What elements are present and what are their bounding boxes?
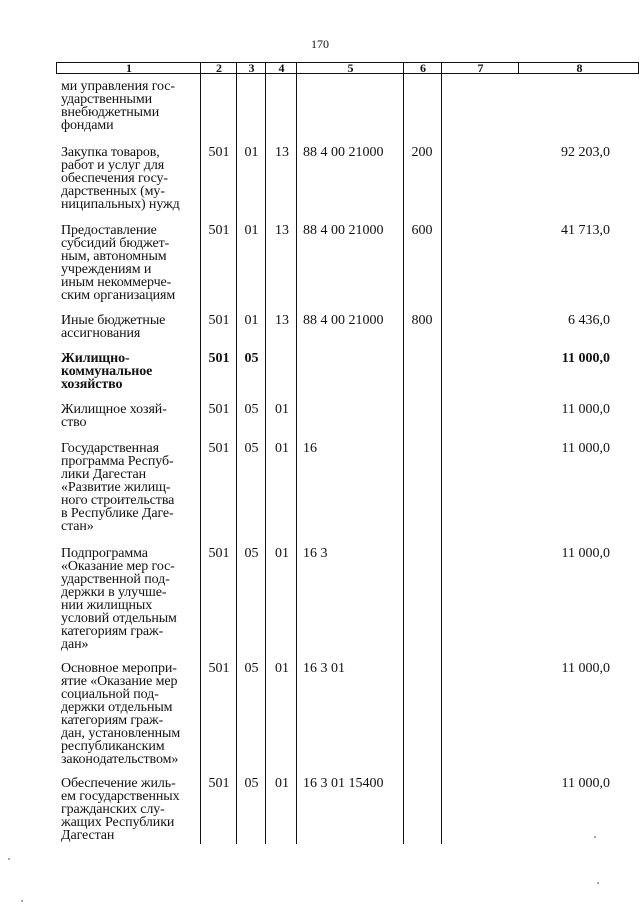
row-name-line: ство (61, 415, 87, 430)
cell-c5: 88 4 00 21000 (303, 223, 384, 238)
column-rule (441, 74, 442, 844)
cell-c8: 41 713,0 (561, 223, 610, 238)
row-name (61, 662, 199, 766)
row-name-line: дан, установленным (61, 726, 181, 741)
cell-c5: 88 4 00 21000 (303, 145, 384, 160)
cell-c8: 11 000,0 (561, 402, 610, 417)
column-header-8: 8 (576, 61, 583, 75)
cell-c8: 6 436,0 (568, 313, 610, 328)
row-name-line: ного строительства (61, 493, 175, 508)
row-name (61, 547, 199, 651)
row-name-line: работ и услуг для (61, 158, 165, 173)
row-name-line: ми управления гос- (61, 79, 175, 94)
cell-c4: 13 (275, 223, 289, 238)
row-name-line: законодательством» (61, 752, 179, 767)
cell-c5: 16 3 01 15400 (303, 776, 384, 791)
row-name-line: держки отдельным (61, 700, 173, 715)
column-header-4: 4 (278, 61, 285, 75)
row-name-line: коммунальное (61, 364, 153, 379)
cell-c5: 88 4 00 21000 (303, 313, 384, 328)
cell-c3: 05 (244, 661, 259, 676)
row-name-line: Дагестан (61, 828, 115, 843)
row-name-line: ным, автономным (61, 249, 167, 264)
cell-c2: 501 (208, 402, 230, 417)
column-rule (403, 74, 404, 844)
row-name-line: внебюджетными (61, 105, 160, 120)
cell-c8: 11 000,0 (561, 441, 610, 456)
scan-speck (597, 882, 599, 884)
cell-c2: 501 (208, 145, 230, 160)
header-divider (403, 63, 404, 73)
cell-c3: 05 (244, 402, 259, 417)
cell-c4: 01 (275, 402, 289, 417)
row-name-line: учреждениям и (61, 262, 152, 277)
row-name (61, 777, 199, 842)
column-header-6: 6 (420, 61, 426, 75)
cell-c6: 800 (411, 313, 433, 328)
cell-c3: 05 (244, 441, 259, 456)
column-rule (265, 74, 266, 844)
cell-c2: 501 (208, 313, 230, 328)
row-name-line: лики Дагестан (61, 467, 147, 482)
row-name-line: Жилищно- (61, 351, 130, 366)
row-name-line: Обеспечение жиль- (61, 776, 176, 791)
cell-c2: 501 (208, 776, 230, 791)
cell-c6: 200 (411, 145, 433, 160)
row-name-line: ским организациям (61, 288, 176, 303)
cell-c3: 05 (244, 776, 259, 791)
header-divider (265, 63, 266, 73)
cell-c4: 01 (275, 776, 289, 791)
row-name (61, 314, 199, 340)
cell-c2: 501 (208, 661, 230, 676)
cell-c8: 11 000,0 (561, 776, 610, 791)
row-name-line: республиканским (61, 739, 165, 754)
column-header-3: 3 (248, 61, 255, 75)
row-name-line: обеспечения госу- (61, 171, 168, 186)
row-name (61, 80, 199, 132)
row-name-line: программа Респуб- (61, 454, 174, 469)
column-header-5: 5 (347, 61, 354, 75)
column-rule (296, 74, 297, 844)
row-name (61, 224, 199, 302)
cell-c4: 13 (275, 313, 289, 328)
row-name-line: «Развитие жилищ- (61, 480, 171, 495)
cell-c5: 16 3 01 (303, 661, 345, 676)
row-name-line: условий отдельным (61, 611, 177, 626)
cell-c3: 05 (244, 546, 259, 561)
row-name (61, 403, 199, 429)
row-name-line: фондами (61, 118, 114, 133)
cell-c8: 11 000,0 (561, 546, 610, 561)
row-name-line: Закупка товаров, (61, 145, 160, 160)
row-name-line: дарственных (му- (61, 184, 165, 199)
cell-c2: 501 (208, 441, 230, 456)
row-name-line: Основное меропри- (61, 661, 177, 676)
cell-c3: 01 (244, 223, 259, 238)
cell-c2: 501 (208, 351, 230, 366)
cell-c3: 01 (244, 313, 259, 328)
header-divider (200, 63, 201, 73)
row-name-line: жащих Республики (61, 815, 175, 830)
scan-speck (594, 836, 596, 838)
row-name-line: в Республике Даге- (61, 506, 174, 521)
scan-speck (8, 858, 10, 860)
cell-c6: 600 (411, 223, 433, 238)
header-divider (518, 63, 519, 73)
row-name (61, 146, 199, 211)
row-name-line: социальной под- (61, 687, 159, 702)
row-name-line: иным некоммерче- (61, 275, 172, 290)
cell-c4: 01 (275, 546, 289, 561)
row-name (61, 442, 199, 533)
row-name-line: дан» (61, 637, 89, 652)
row-name-line: ем государственных (61, 789, 180, 804)
cell-c8: 11 000,0 (561, 351, 610, 366)
column-header-2: 2 (216, 61, 222, 75)
cell-c5: 16 3 (303, 546, 328, 561)
header-divider (236, 63, 237, 73)
row-name-line: категориям граж- (61, 713, 164, 728)
row-name-line: стан» (61, 519, 94, 534)
row-name-line: Подпрограмма (61, 546, 148, 561)
cell-c4: 01 (275, 441, 289, 456)
row-name-line: гражданских слу- (61, 802, 165, 817)
row-name-line: ятие «Оказание мер (61, 674, 178, 689)
row-name-line: держки в улучше- (61, 585, 167, 600)
cell-c2: 501 (208, 546, 230, 561)
row-name-line: субсидий бюджет- (61, 236, 170, 251)
row-name-line: ударственной под- (61, 572, 170, 587)
row-name-line: нии жилищных (61, 598, 153, 613)
cell-c3: 01 (244, 145, 259, 160)
cell-c8: 11 000,0 (561, 661, 610, 676)
header-divider (441, 63, 442, 73)
row-name-line: ниципальных) нужд (61, 197, 180, 212)
row-name-line: категориям граж- (61, 624, 164, 639)
cell-c3: 05 (244, 351, 259, 366)
cell-c2: 501 (208, 223, 230, 238)
table-header-row (56, 62, 639, 74)
row-name (61, 352, 199, 391)
row-name-line: ударственными (61, 92, 152, 107)
column-rule (236, 74, 237, 844)
row-name-line: Предоставление (61, 223, 157, 238)
column-header-1: 1 (126, 61, 132, 75)
cell-c8: 92 203,0 (561, 145, 610, 160)
row-name-line: хозяйство (61, 377, 123, 392)
row-name-line: Государственная (61, 441, 159, 456)
header-divider (296, 63, 297, 73)
cell-c5: 16 (303, 441, 317, 456)
cell-c4: 01 (275, 661, 289, 676)
row-name-line: Жилищное хозяй- (61, 402, 167, 417)
row-name-line: ассигнования (61, 326, 141, 341)
scan-speck (21, 900, 23, 902)
page-number: 170 (311, 37, 329, 51)
row-name-line: Иные бюджетные (61, 313, 166, 328)
column-rule (200, 74, 201, 844)
column-header-7: 7 (477, 61, 484, 75)
cell-c4: 13 (275, 145, 289, 160)
row-name-line: «Оказание мер гос- (61, 559, 175, 574)
